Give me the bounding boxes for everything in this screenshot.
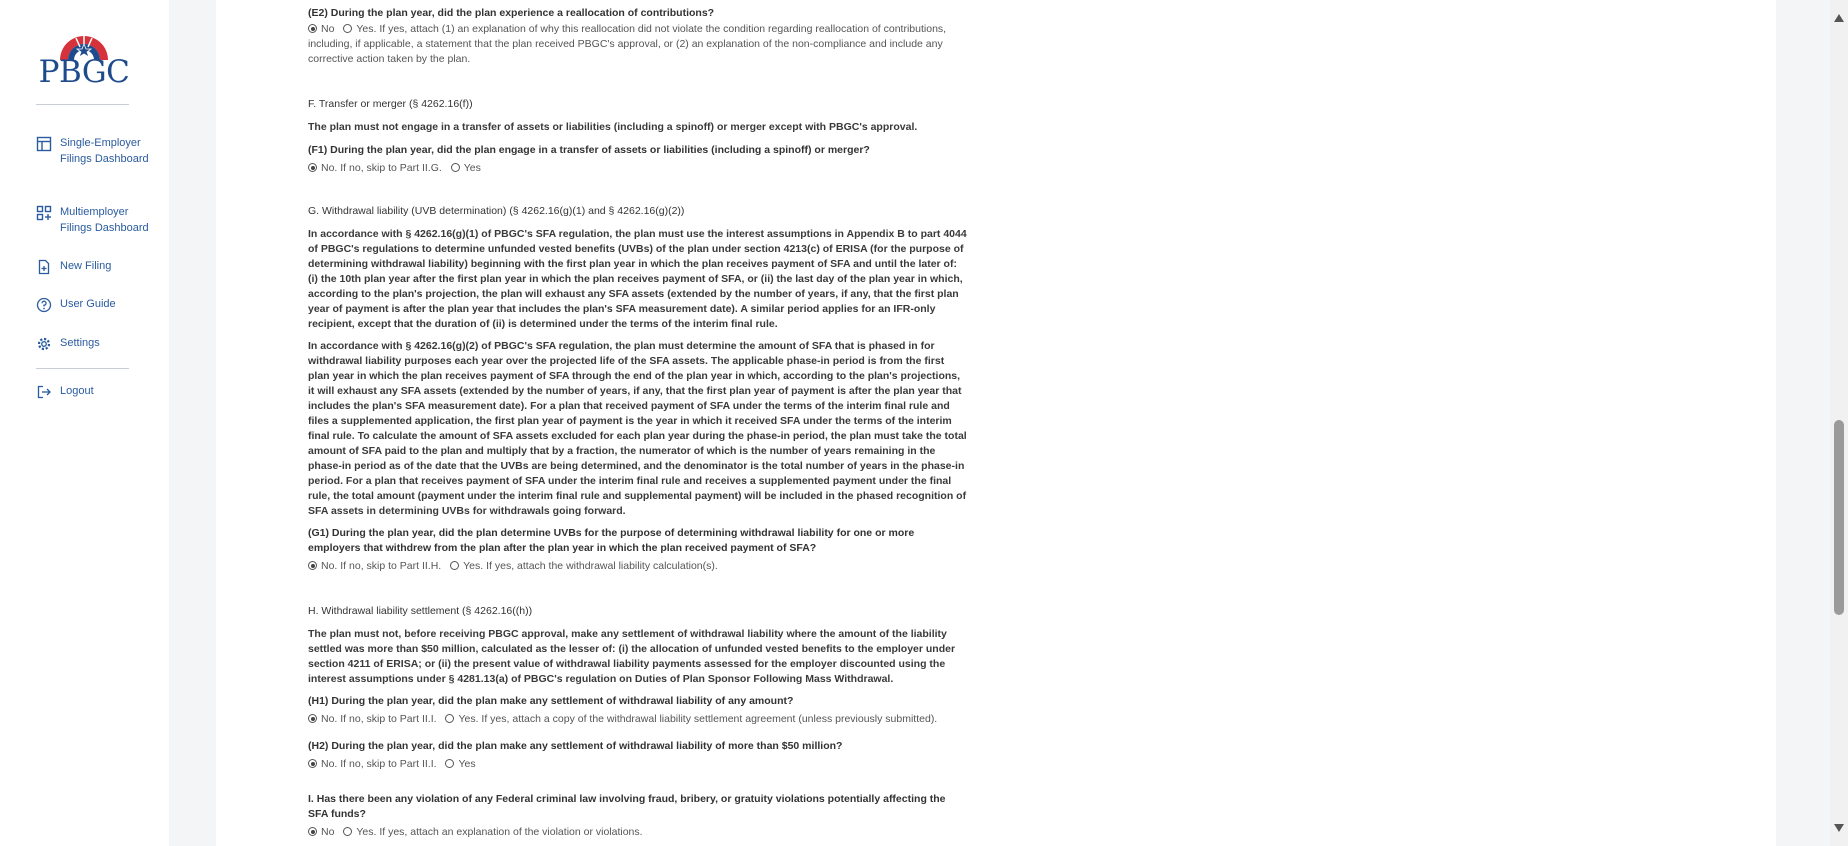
scroll-up-arrow-icon[interactable] bbox=[1834, 14, 1844, 22]
section-f bbox=[308, 97, 968, 176]
nav-logout[interactable] bbox=[36, 384, 152, 400]
radio-e2-yes[interactable] bbox=[343, 24, 352, 33]
radio-h2-no[interactable] bbox=[308, 759, 317, 768]
radio-g1-no[interactable] bbox=[308, 561, 317, 570]
radio-i-yes[interactable] bbox=[343, 827, 352, 836]
nav-settings[interactable] bbox=[36, 336, 152, 352]
radio-label: No. If no, skip to Part II.H. bbox=[321, 560, 442, 572]
help-circle-icon bbox=[36, 297, 52, 313]
question-text: (H2) During the plan year, did the plan make any settlement of withdrawal liability of more than $50 million? bbox=[308, 740, 843, 752]
radio-h1-yes[interactable] bbox=[445, 714, 454, 723]
scrollbar-thumb[interactable] bbox=[1834, 420, 1844, 615]
nav-logout-label: Logout bbox=[60, 385, 94, 397]
radio-label: No. If no, skip to Part II.G. bbox=[321, 162, 442, 174]
nav-multiemployer-dashboard[interactable] bbox=[36, 205, 152, 236]
radio-f1-yes[interactable] bbox=[451, 163, 460, 172]
question-i bbox=[308, 792, 968, 840]
logo-text: PBGC bbox=[38, 54, 130, 90]
section-paragraph: The plan must not engage in a transfer of assets or liabilities (including a spinoff) or merger except with PBGC's approval. bbox=[308, 121, 918, 133]
scroll-down-arrow-icon[interactable] bbox=[1834, 824, 1844, 832]
logout-icon bbox=[36, 384, 52, 400]
sidebar bbox=[0, 0, 169, 846]
nav-single-employer-dashboard[interactable] bbox=[36, 136, 152, 167]
nav-multiemployer-label: Multiemployer Filings Dashboard bbox=[60, 206, 149, 234]
question-text: (F1) During the plan year, did the plan engage in a transfer of assets or liabilities (including a spinoff) or merger? bbox=[308, 144, 870, 156]
nav-single-employer-label: Single-Employer Filings Dashboard bbox=[60, 137, 149, 165]
nav-new-filing[interactable] bbox=[36, 259, 152, 275]
dashboard-layout-icon bbox=[36, 136, 52, 152]
section-heading: G. Withdrawal liability (UVB determination) (§ 4262.16(g)(1) and § 4262.16(g)(2)) bbox=[308, 205, 685, 217]
nav-settings-label: Settings bbox=[60, 337, 100, 349]
question-e2 bbox=[308, 6, 968, 67]
file-add-icon bbox=[36, 259, 52, 275]
radio-e2-no[interactable] bbox=[308, 24, 317, 33]
pbgc-logo[interactable] bbox=[36, 30, 132, 90]
question-text: I. Has there been any violation of any Federal criminal law involving fraud, bribery, or gratuity violations potentially affecting the SFA funds? bbox=[308, 793, 946, 820]
radio-label: No. If no, skip to Part II.I. bbox=[321, 713, 437, 725]
radio-label: Yes bbox=[458, 758, 476, 770]
section-g bbox=[308, 204, 968, 574]
radio-label: No. If no, skip to Part II.I. bbox=[321, 758, 437, 770]
radio-label: Yes. If yes, attach an explanation of the violation or violations. bbox=[356, 826, 643, 838]
section-paragraph: In accordance with § 4262.16(g)(1) of PBGC's SFA regulation, the plan must use the interest assumptions in Appendix B to part 4044 of PBGC's regulations to determine unfunded vested benefits (UVBs) of the plan under section 4213(c) of ERISA (for the purpose of determining withdrawal liability) beginning with the first plan year in which the plan receives payment of SFA and until the later of: (i) the 10th plan year after the first plan year in which the plan receives payment of SFA, or (ii) the last day of the plan year in which, according to the plan's projection, the plan will exhaust any SFA assets (extended by the number of years, if any, that the first plan year of payment is after the plan year that includes the plan's SFA measurement date). A similar period applies for an IFR-only recipient, except that the duration of (ii) is determined under the terms of the interim final rule. bbox=[308, 228, 967, 330]
main-content bbox=[216, 0, 1776, 846]
gear-icon bbox=[36, 336, 52, 352]
section-heading: F. Transfer or merger (§ 4262.16(f)) bbox=[308, 98, 473, 110]
section-h bbox=[308, 604, 968, 772]
radio-label: No bbox=[321, 826, 335, 838]
radio-label: Yes. If yes, attach a copy of the withdrawal liability settlement agreement (unless previously submitted). bbox=[458, 713, 938, 725]
nav-user-guide[interactable] bbox=[36, 297, 152, 313]
radio-h2-yes[interactable] bbox=[445, 759, 454, 768]
question-text: (G1) During the plan year, did the plan determine UVBs for the purpose of determining withdrawal liability for one or more employers that withdrew from the plan after the plan year in which the plan received payment of SFA? bbox=[308, 527, 915, 554]
page-scrollbar[interactable] bbox=[1830, 0, 1848, 846]
radio-label: No bbox=[321, 23, 335, 35]
grid-add-icon bbox=[36, 205, 52, 221]
nav-user-guide-label: User Guide bbox=[60, 298, 116, 310]
section-heading: H. Withdrawal liability settlement (§ 4262.16((h)) bbox=[308, 605, 533, 617]
sidebar-divider bbox=[36, 368, 129, 369]
section-paragraph: The plan must not, before receiving PBGC approval, make any settlement of withdrawal liability where the amount of the liability settled was more than $50 million, calculated as the lesser of: (i) the allocation of unfunded vested benefits to the employer under section 4211 of ERISA; or (ii) the present value of withdrawal liability payments assessed for the employer discounted using the interest assumptions under § 4281.13(a) of PBGC's regulation on Duties of Plan Sponsor Following Mass Withdrawal. bbox=[308, 628, 956, 685]
radio-label: Yes. If yes, attach the withdrawal liability calculation(s). bbox=[463, 560, 718, 572]
radio-label: Yes bbox=[463, 162, 481, 174]
radio-label: Yes. If yes, attach (1) an explanation of why this reallocation did not violate the condition regarding reallocation of contributions, including, if applicable, a statement that the plan received PBGC's approval, or (2) an explanation of the non-compliance and include any corrective action taken by the plan. bbox=[308, 23, 947, 65]
sidebar-divider bbox=[36, 104, 129, 105]
radio-f1-no[interactable] bbox=[308, 163, 317, 172]
question-text: (E2) During the plan year, did the plan experience a reallocation of contributions? bbox=[308, 7, 715, 19]
radio-h1-no[interactable] bbox=[308, 714, 317, 723]
section-paragraph: In accordance with § 4262.16(g)(2) of PBGC's SFA regulation, the plan must determine the amount of SFA that is phased in for withdrawal liability purposes each year over the projected life of the SFA assets. The applicable phase-in period is from the first plan year in which the plan receives payment of SFA through the end of the plan year in which, according to the plan's projections, it will exhaust any SFA assets (extended by the number of years, if any, that the first plan year of payment is after the plan year that includes the plan's SFA measurement date). For a plan that received payment of SFA under the terms of the interim final rule and files a supplemented application, the first plan year of payment is the year in which it received SFA under the terms of the interim final rule. To calculate the amount of SFA assets excluded for each plan year during the phase-in period, the plan must take the total amount of SFA paid to the plan and multiply that by a fraction, the numerator of which is the number of years remaining in the phase-in period as of the date that the UVBs are being determined, and the denominator is the total number of years in the phase-in period. For a plan that receives payment of SFA under the interim final rule and receives a supplemented payment under the final rule, the total amount (payment under the interim final rule and supplemental payment) will be included in the phased recognition of SFA assets in determining UVBs for withdrawals going forward. bbox=[308, 340, 967, 517]
question-text: (H1) During the plan year, did the plan make any settlement of withdrawal liability of any amount? bbox=[308, 695, 794, 707]
radio-g1-yes[interactable] bbox=[450, 561, 459, 570]
nav-new-filing-label: New Filing bbox=[60, 260, 112, 272]
radio-i-no[interactable] bbox=[308, 827, 317, 836]
